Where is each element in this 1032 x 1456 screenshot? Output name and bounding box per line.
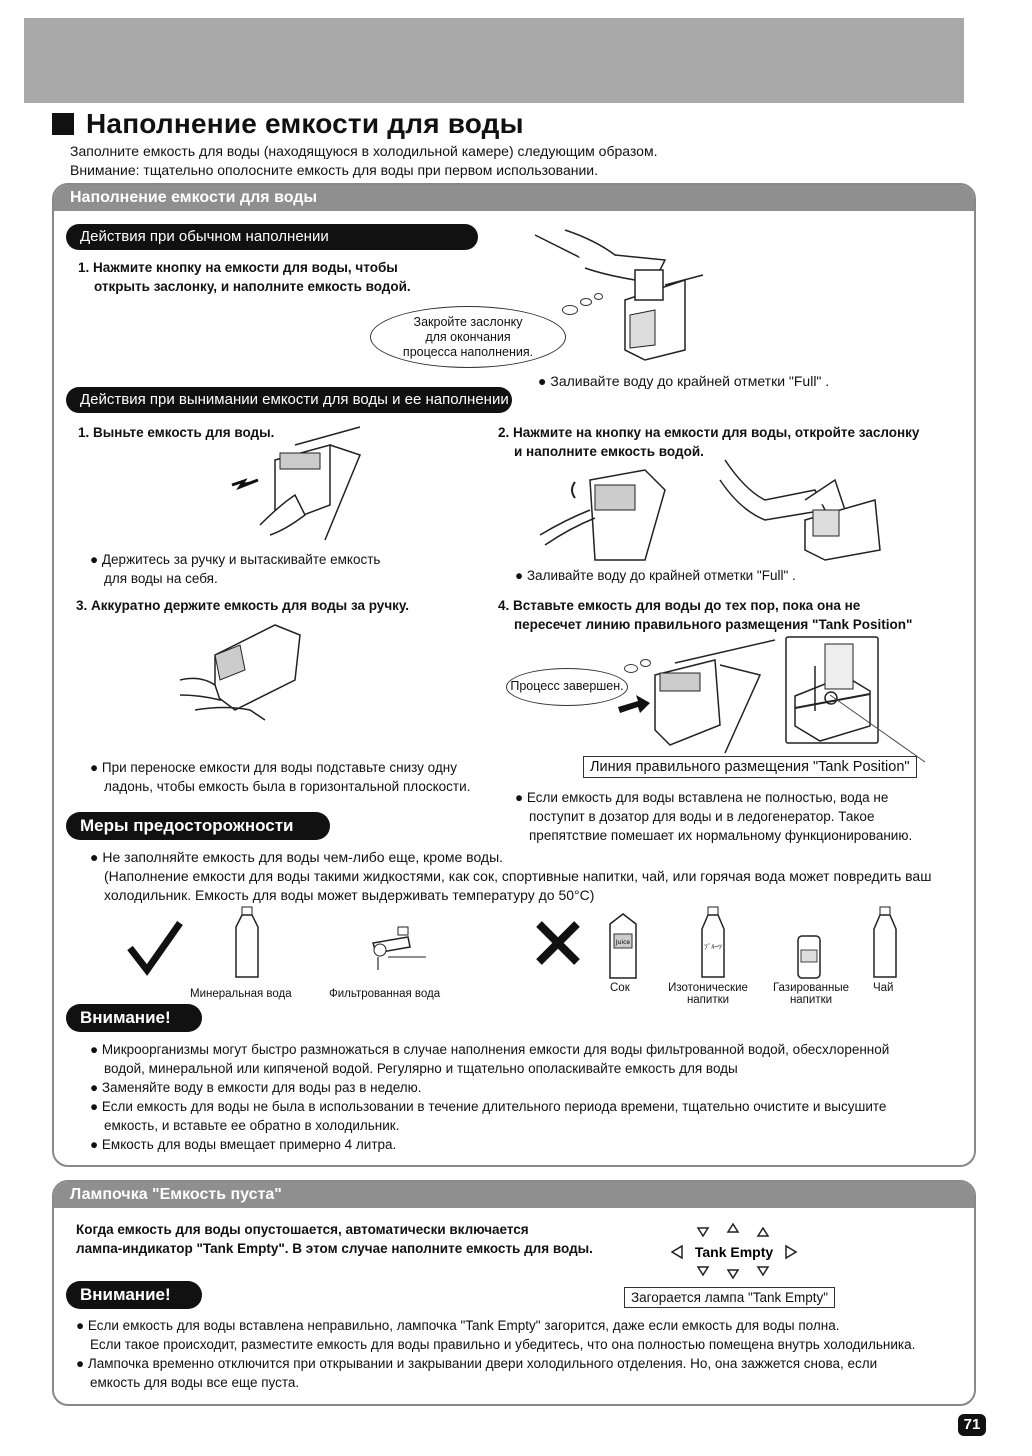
page-title-text: Наполнение емкости для воды (86, 108, 524, 139)
pour-tank-illustration (525, 220, 705, 370)
carry-tank-illustration (175, 615, 325, 725)
soda-can-icon (796, 934, 822, 980)
open-shutter-illustration (535, 460, 895, 570)
remove-tank-illustration (230, 425, 380, 545)
isotonic-bottle-icon (698, 905, 728, 980)
page-title (52, 108, 524, 140)
title-square-icon (52, 113, 74, 135)
carton-label: Juice (615, 939, 631, 946)
normal-note: ● Заливайте воду до крайней отметки "Full" . (538, 372, 829, 391)
bad-item-tea: Чай (873, 982, 894, 994)
normal-step-1: 1. Нажмите кнопку на емкости для воды, чтобы открыть заслонку, и наполните емкость водой. (78, 260, 411, 294)
ok-item-filtered: Фильтрованная вода (329, 988, 441, 1000)
insert-tank-illustration (610, 635, 780, 755)
bad-item-isotonic: Изотонические напитки (668, 982, 748, 1006)
attention-pill: Внимание! (66, 1004, 202, 1032)
mineral-water-bottle-icon (232, 905, 262, 980)
header-band (24, 18, 964, 103)
juice-carton-icon (608, 912, 638, 980)
intro (70, 142, 657, 180)
remove-step-1: 1. Выньте емкость для воды. (78, 425, 275, 440)
attention-text: ● Микроорганизмы могут быстро размножаться в случае наполнения емкости для воды фильтрованной водой, обесхлоренной водой, минеральной или кипяченой водой. Регулярно и тщательно ополаскивайте емкость для воды ● Заменяйте воду в емкости для воды раз в неделю. ● Если емкость для воды не была в использовании в течение длительного периода времени, тщательно очистите и высушите емкость, и вставьте ее обратно в холодильник. ● Емкость для воды вмещает примерно 4 литра. (90, 1040, 889, 1154)
check-mark-icon (125, 918, 185, 978)
tea-bottle-icon (870, 905, 900, 980)
remove-step-4: 4. Вставьте емкость для воды до тех пор, пока она не пересечет линию правильного размещения "Tank Position" (498, 598, 913, 632)
cloud-close-shutter: Закройте заслонку для окончания процесса наполнения. (370, 306, 566, 368)
remove-filling-pill: Действия при вынимании емкости для воды и ее наполнении (66, 387, 512, 413)
remove-step-2: 2. Нажмите на кнопку на емкости для воды, откройте заслонку и наполните емкость водой. (498, 425, 920, 459)
cross-mark-icon (533, 918, 583, 968)
remove-step-4-note: ● Если емкость для воды вставлена не полностью, вода не поступит в дозатор для воды и в ледогенератор. Такое препятствие помешает их нормальному функционированию. (515, 788, 912, 845)
bad-item-juice: Сок (610, 982, 630, 994)
empty-lamp-notes: ● Если емкость для воды вставлена неправильно, лампочка "Tank Empty" загорится, даже если емкость для воды полна. Если такое происходит, разместите емкость для воды правильно и убедитесь, что она полностью помещена внутрь холодильника. ● Лампочка временно отключится при открывании и закрывании двери холодильного отделения. Но, она зажжется снова, если емкость для воды все еще пуста. (76, 1316, 915, 1392)
faucet-icon (368, 925, 428, 975)
cloud-done: Процесс завершен. (506, 668, 628, 706)
remove-step-1-note: ● Держитесь за ручку и вытаскивайте емкость для воды на себя. (90, 550, 380, 588)
remove-step-2-note: ● Заливайте воду до крайней отметки "Full" . (515, 566, 796, 585)
remove-step-3: 3. Аккуратно держите емкость для воды за ручку. (76, 598, 409, 613)
bad-item-soda: Газированные напитки (772, 982, 850, 1006)
page-number: 71 (958, 1414, 986, 1436)
precautions-text: ● Не заполняйте емкость для воды чем-либо еще, кроме воды. (Наполнение емкости для воды такими жидкостями, как сок, спортивные напитки, чай, или горячая вода может повредить ваш холодильник. Емкость для воды может выдерживать температуру до 50°C) (90, 848, 931, 905)
filling-panel-header: Наполнение емкости для воды (54, 185, 974, 211)
remove-step-3-note: ● При переноске емкости для воды подставьте снизу одну ладонь, чтобы емкость была в горизонтальной плоскости. (90, 758, 470, 796)
tank-empty-lamp-icon (668, 1222, 808, 1282)
empty-lamp-header: Лампочка "Емкость пуста" (54, 1182, 974, 1208)
precautions-pill: Меры предосторожности (66, 812, 330, 840)
lamp-caption: Загорается лампа "Tank Empty" (624, 1287, 835, 1308)
empty-lamp-attention-pill: Внимание! (66, 1281, 202, 1309)
empty-lamp-desc: Когда емкость для воды опустошается, автоматически включается лампа-индикатор "Tank Empty". В этом случае наполните емкость для воды. (76, 1222, 593, 1256)
normal-filling-pill: Действия при обычном наполнении (66, 224, 478, 250)
bottle-label: ﾌﾟﾙｰﾂ (704, 943, 722, 951)
ok-item-mineral: Минеральная вода (190, 988, 292, 1000)
tank-empty-text: Tank Empty (694, 1244, 774, 1260)
tank-position-label: Линия правильного размещения "Tank Position" (583, 756, 917, 778)
intro-line-2: Внимание: тщательно ополосните емкость для воды при первом использовании. (70, 162, 599, 178)
intro-line-1: Заполните емкость для воды (находящуюся в холодильной камере) следующим образом. (70, 143, 658, 159)
